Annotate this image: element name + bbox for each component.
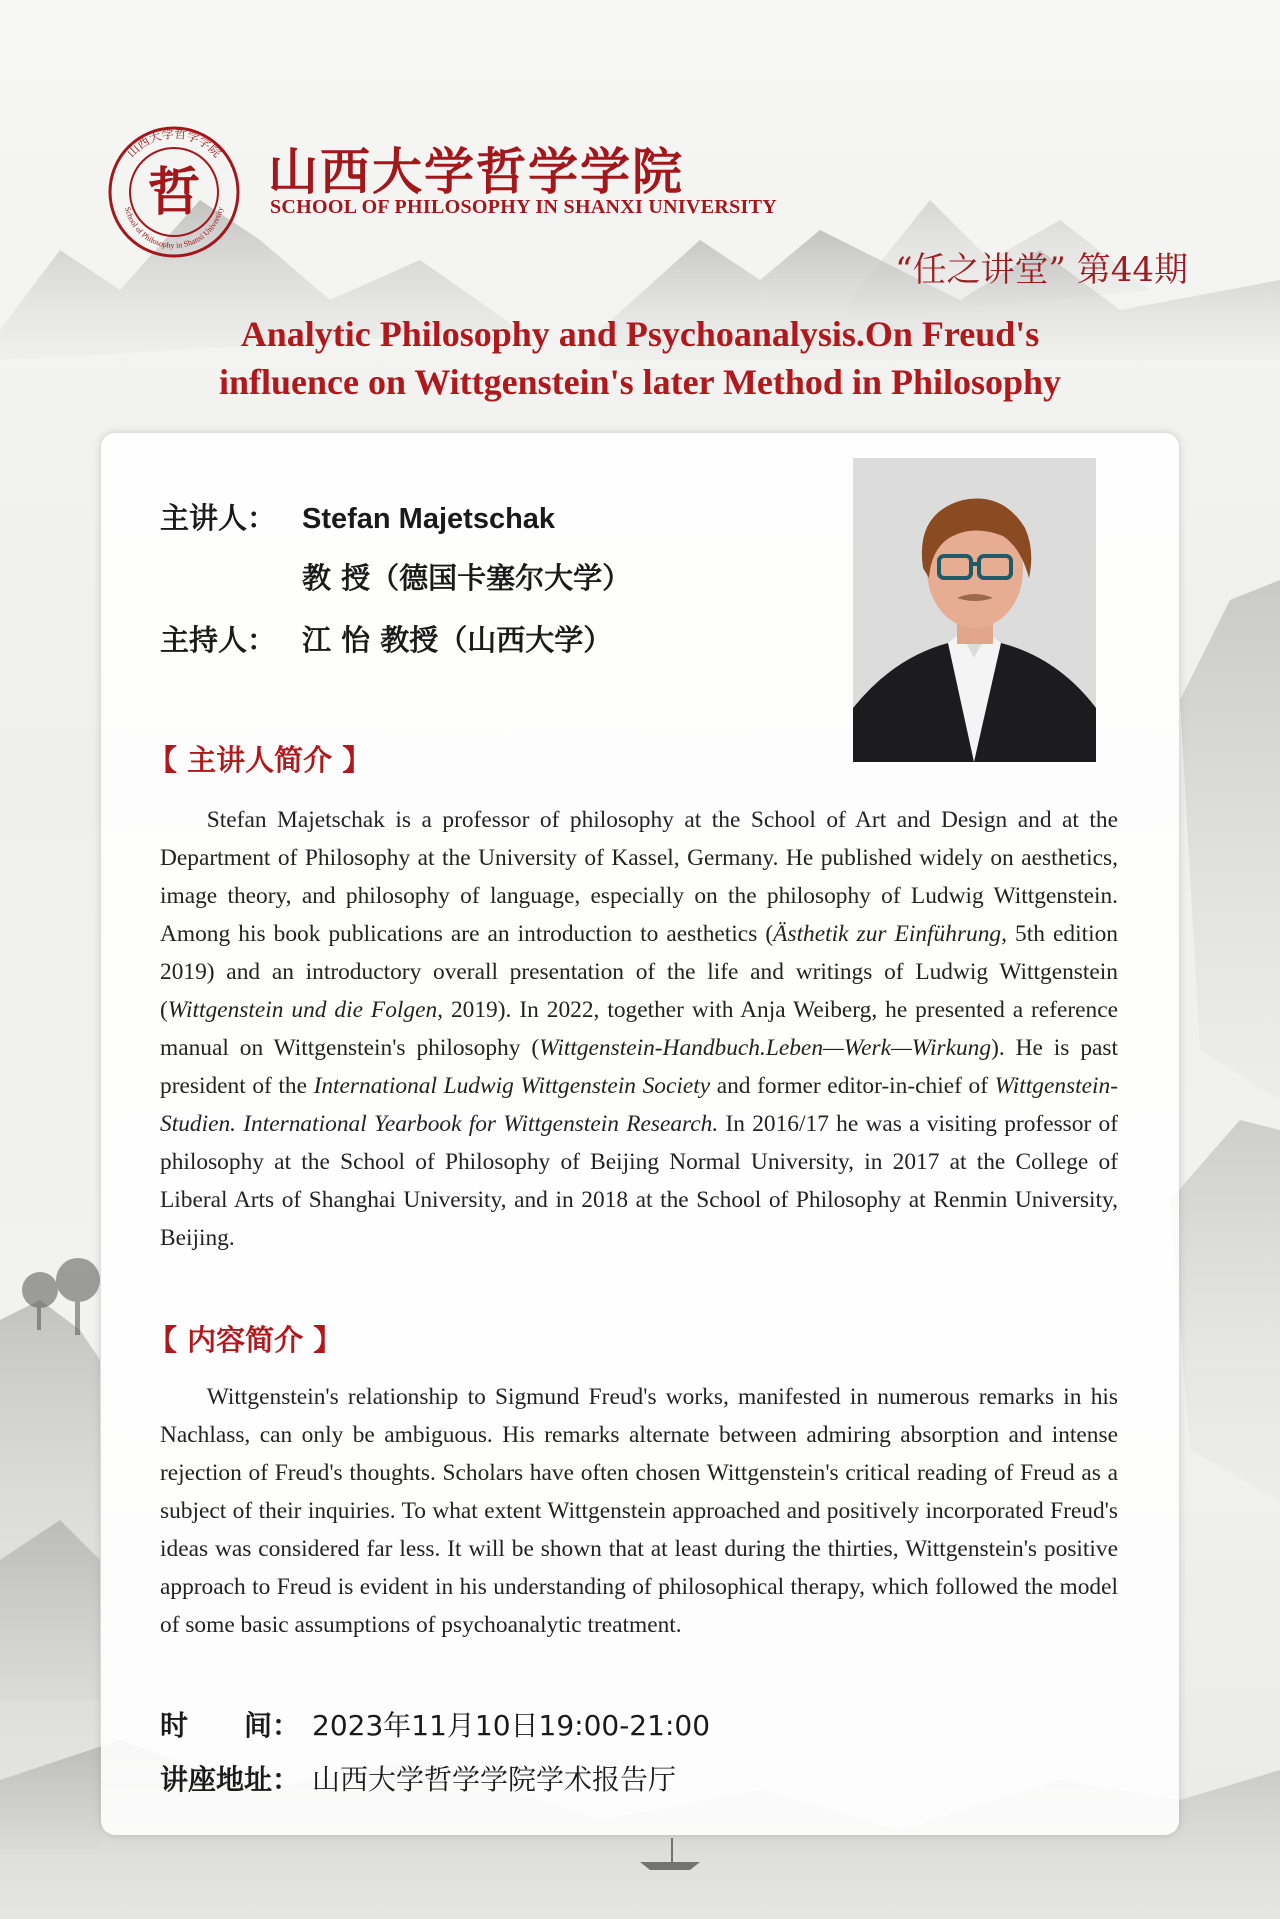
speaker-label: 主讲人： <box>160 501 277 535</box>
title-line-1: Analytic Philosophy and Psychoanalysis.On Freud's <box>240 314 1040 354</box>
venue-row <box>160 1758 676 1798</box>
seal-glyph: 哲 <box>147 162 201 223</box>
speaker-row <box>160 496 555 537</box>
host-name: 江 怡 教授（山西大学） <box>302 623 613 657</box>
title-line-2: influence on Wittgenstein's later Method in Philosophy <box>218 362 1062 402</box>
time-label: 时 间： <box>160 1709 301 1742</box>
speaker-name: Stefan Majetschak <box>302 503 556 535</box>
seal-ring-text-en: School of Philosophy in Shanxi University <box>122 206 226 251</box>
venue-label: 讲座地址： <box>160 1763 301 1796</box>
speaker-position-row <box>160 556 631 597</box>
abstract-paragraph: Wittgenstein's relationship to Sigmund Freud's works, manifested in numerous remarks in his Nachlass, can only be ambiguous. His remarks alternate between admiring absorption and intense rejection of Freud's thoughts. Scholars have often chosen Wittgenstein's critical reading of Freud as a subject of their inquiries. To what extent Wittgenstein approached and positively incorporated Freud's ideas was considered far less. It will be shown that at least during the thirties, Wittgenstein's positive approach to Freud is evident in his understanding of philosophical therapy, which followed the model of some basic assumptions of psychoanalytic treatment. <box>160 1384 1118 1638</box>
host-label: 主持人： <box>160 623 277 657</box>
lecture-title <box>70 310 1210 406</box>
time-value: 2023年11月10日19:00-21:00 <box>312 1709 711 1742</box>
journal-name: Wittgenstein-Studien. International Yearbook for Wittgenstein Research. <box>160 1073 1119 1137</box>
host-row <box>160 618 612 659</box>
time-row <box>160 1704 710 1744</box>
school-name-cn: 山西大学哲学学院 <box>268 142 684 201</box>
school-seal-logo <box>106 124 242 260</box>
svg-text:山西大学哲学学院 <box>124 126 224 160</box>
book-title-1: Ästhetik zur Einführung, <box>773 921 1007 947</box>
speaker-position: 教 授（德国卡塞尔大学） <box>302 561 632 595</box>
lecture-series-label: “任之讲堂” 第44期 <box>895 250 1188 290</box>
abstract-heading: 【 内容简介 】 <box>148 1323 343 1357</box>
book-title-3: Wittgenstein-Handbuch.Leben—Werk—Wirkung <box>539 1035 992 1061</box>
bio-heading: 【 主讲人简介 】 <box>148 743 372 777</box>
book-title-2: Wittgenstein und die Folgen, <box>167 997 444 1023</box>
venue-value: 山西大学哲学学院学术报告厅 <box>312 1763 677 1796</box>
school-name-en: SCHOOL OF PHILOSOPHY IN SHANXI UNIVERSITY <box>270 196 778 218</box>
society-name: International Ludwig Wittgenstein Society <box>313 1073 711 1099</box>
speaker-photo <box>853 458 1096 762</box>
seal-ring-text-cn: 山西大学哲学学院 <box>124 126 224 160</box>
bio-paragraph: Stefan Majetschak is a professor of philosophy at the School of Art and Design and at the Department of Philosophy at the University of Kassel, Germany. He published widely on aesthetics, image theory, and philosophy of language, especially on the philosophy of Ludwig Wittgenstein. Among his book publications are an introduction to aesthetics (Ästhetik zur Einführung, 5th edition 2019) and an introductory overall presentation of the life and writings of Ludwig Wittgenstein (Wittgenstein und die Folgen, 2019). In 2022, together with Anja Weiberg, he presented a reference manual on Wittgenstein's philosophy (Wittgenstein-Handbuch.Leben—Werk—Wirkung). He is past president of the International Ludwig Wittgenstein Society and former editor-in-chief of Wittgenstein-Studien. International Yearbook for Wittgenstein Research. In 2016/17 he was a visiting professor of philosophy at the School of Philosophy of Beijing Normal University, in 2017 at the College of Liberal Arts of Shanghai University, and in 2018 at the School of Philosophy at Renmin University, Beijing. <box>160 807 1119 1251</box>
